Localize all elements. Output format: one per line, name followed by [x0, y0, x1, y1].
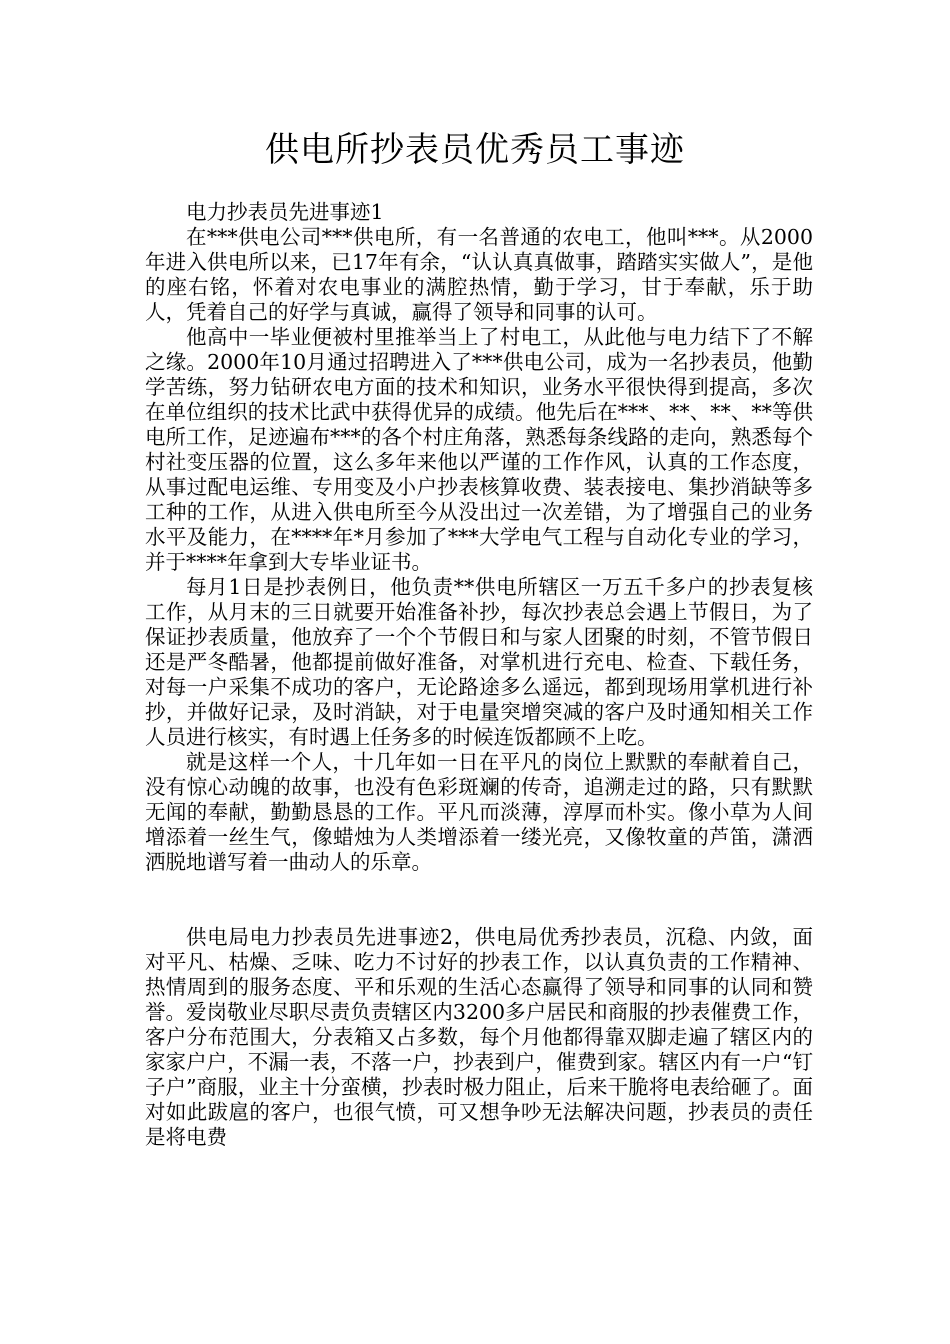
section-gap [145, 875, 813, 925]
paragraph-4: 就是这样一个人，十几年如一日在平凡的岗位上默默的奉献着自己，没有惊心动魄的故事，也没有色彩斑斓的传奇，追溯走过的路，只有默默无闻的奉献，勤勤恳恳的工作。平凡而淡薄，淳厚而朴实。像小草为人间增添着一丝生气，像蜡烛为人类增添着一缕光亮，又像牧童的芦笛，潇洒洒脱地谱写着一曲动人的乐章。 [145, 750, 813, 874]
document-body [145, 200, 813, 1150]
section-heading-1: 电力抄表员先进事迹1 [186, 200, 384, 224]
paragraph-2: 他高中一毕业便被村里推举当上了村电工，从此他与电力结下了不解之缘。2000年10月通过招聘进入了***供电公司，成为一名抄表员，他勤学苦练，努力钻研农电方面的技术和知识，业务水平很快得到提高，多次在单位组织的技术比武中获得优异的成绩。他先后在***、**、**、**等供电所工作，足迹遍布***的各个村庄角落，熟悉每条线路的走向，熟悉每个村社变压器的位置，这么多年来他以严谨的工作作风，认真的工作态度，从事过配电运维、专用变及小户抄表核算收费、装表接电、集抄消缺等多工种的工作，从进入供电所至今从没出过一次差错，为了增强自己的业务水平及能力，在****年*月参加了***大学电气工程与自动化专业的学习，并于****年拿到大专毕业证书。 [145, 325, 813, 574]
paragraph-1: 在***供电公司***供电所，有一名普通的农电工，他叫***。从2000年进入供电所以来，已17年有余，“认认真真做事，踏踏实实做人”，是他的座右铭，怀着对农电事业的满腔热情，勤于学习，甘于奉献，乐于助人，凭着自己的好学与真诚，赢得了领导和同事的认可。 [145, 225, 813, 324]
document-title: 供电所抄表员优秀员工事迹 [265, 130, 685, 170]
paragraph-5: 供电局电力抄表员先进事迹2，供电局优秀抄表员，沉稳、内敛，面对平凡、枯燥、乏味、吃力不讨好的抄表工作，以认真负责的工作精神、热情周到的服务态度、平和乐观的生活心态赢得了领导和同事的认同和赞誉。爱岗敬业尽职尽责负责辖区内3200多户居民和商服的抄表催费工作，客户分布范围大，分表箱又占多数，每个月他都得靠双脚走遍了辖区内的家家户户，不漏一表，不落一户，抄表到户，催费到家。辖区内有一户“钉子户”商服，业主十分蛮横，抄表时极力阻止，后来干脆将电表给砸了。面对如此跋扈的客户，也很气愤，可又想争吵无法解决问题，抄表员的责任是将电费 [145, 925, 813, 1149]
paragraph-3: 每月1日是抄表例日，他负责**供电所辖区一万五千多户的抄表复核工作，从月末的三日就要开始准备补抄，每次抄表总会遇上节假日，为了保证抄表质量，他放弃了一个个节假日和与家人团聚的时刻，不管节假日还是严冬酷暑，他都提前做好准备，对掌机进行充电、检查、下载任务，对每一户采集不成功的客户，无论路途多么遥远，都到现场用掌机进行补抄，并做好记录，及时消缺，对于电量突增突减的客户及时通知相关工作人员进行核实，有时遇上任务多的时候连饭都顾不上吃。 [145, 575, 813, 749]
